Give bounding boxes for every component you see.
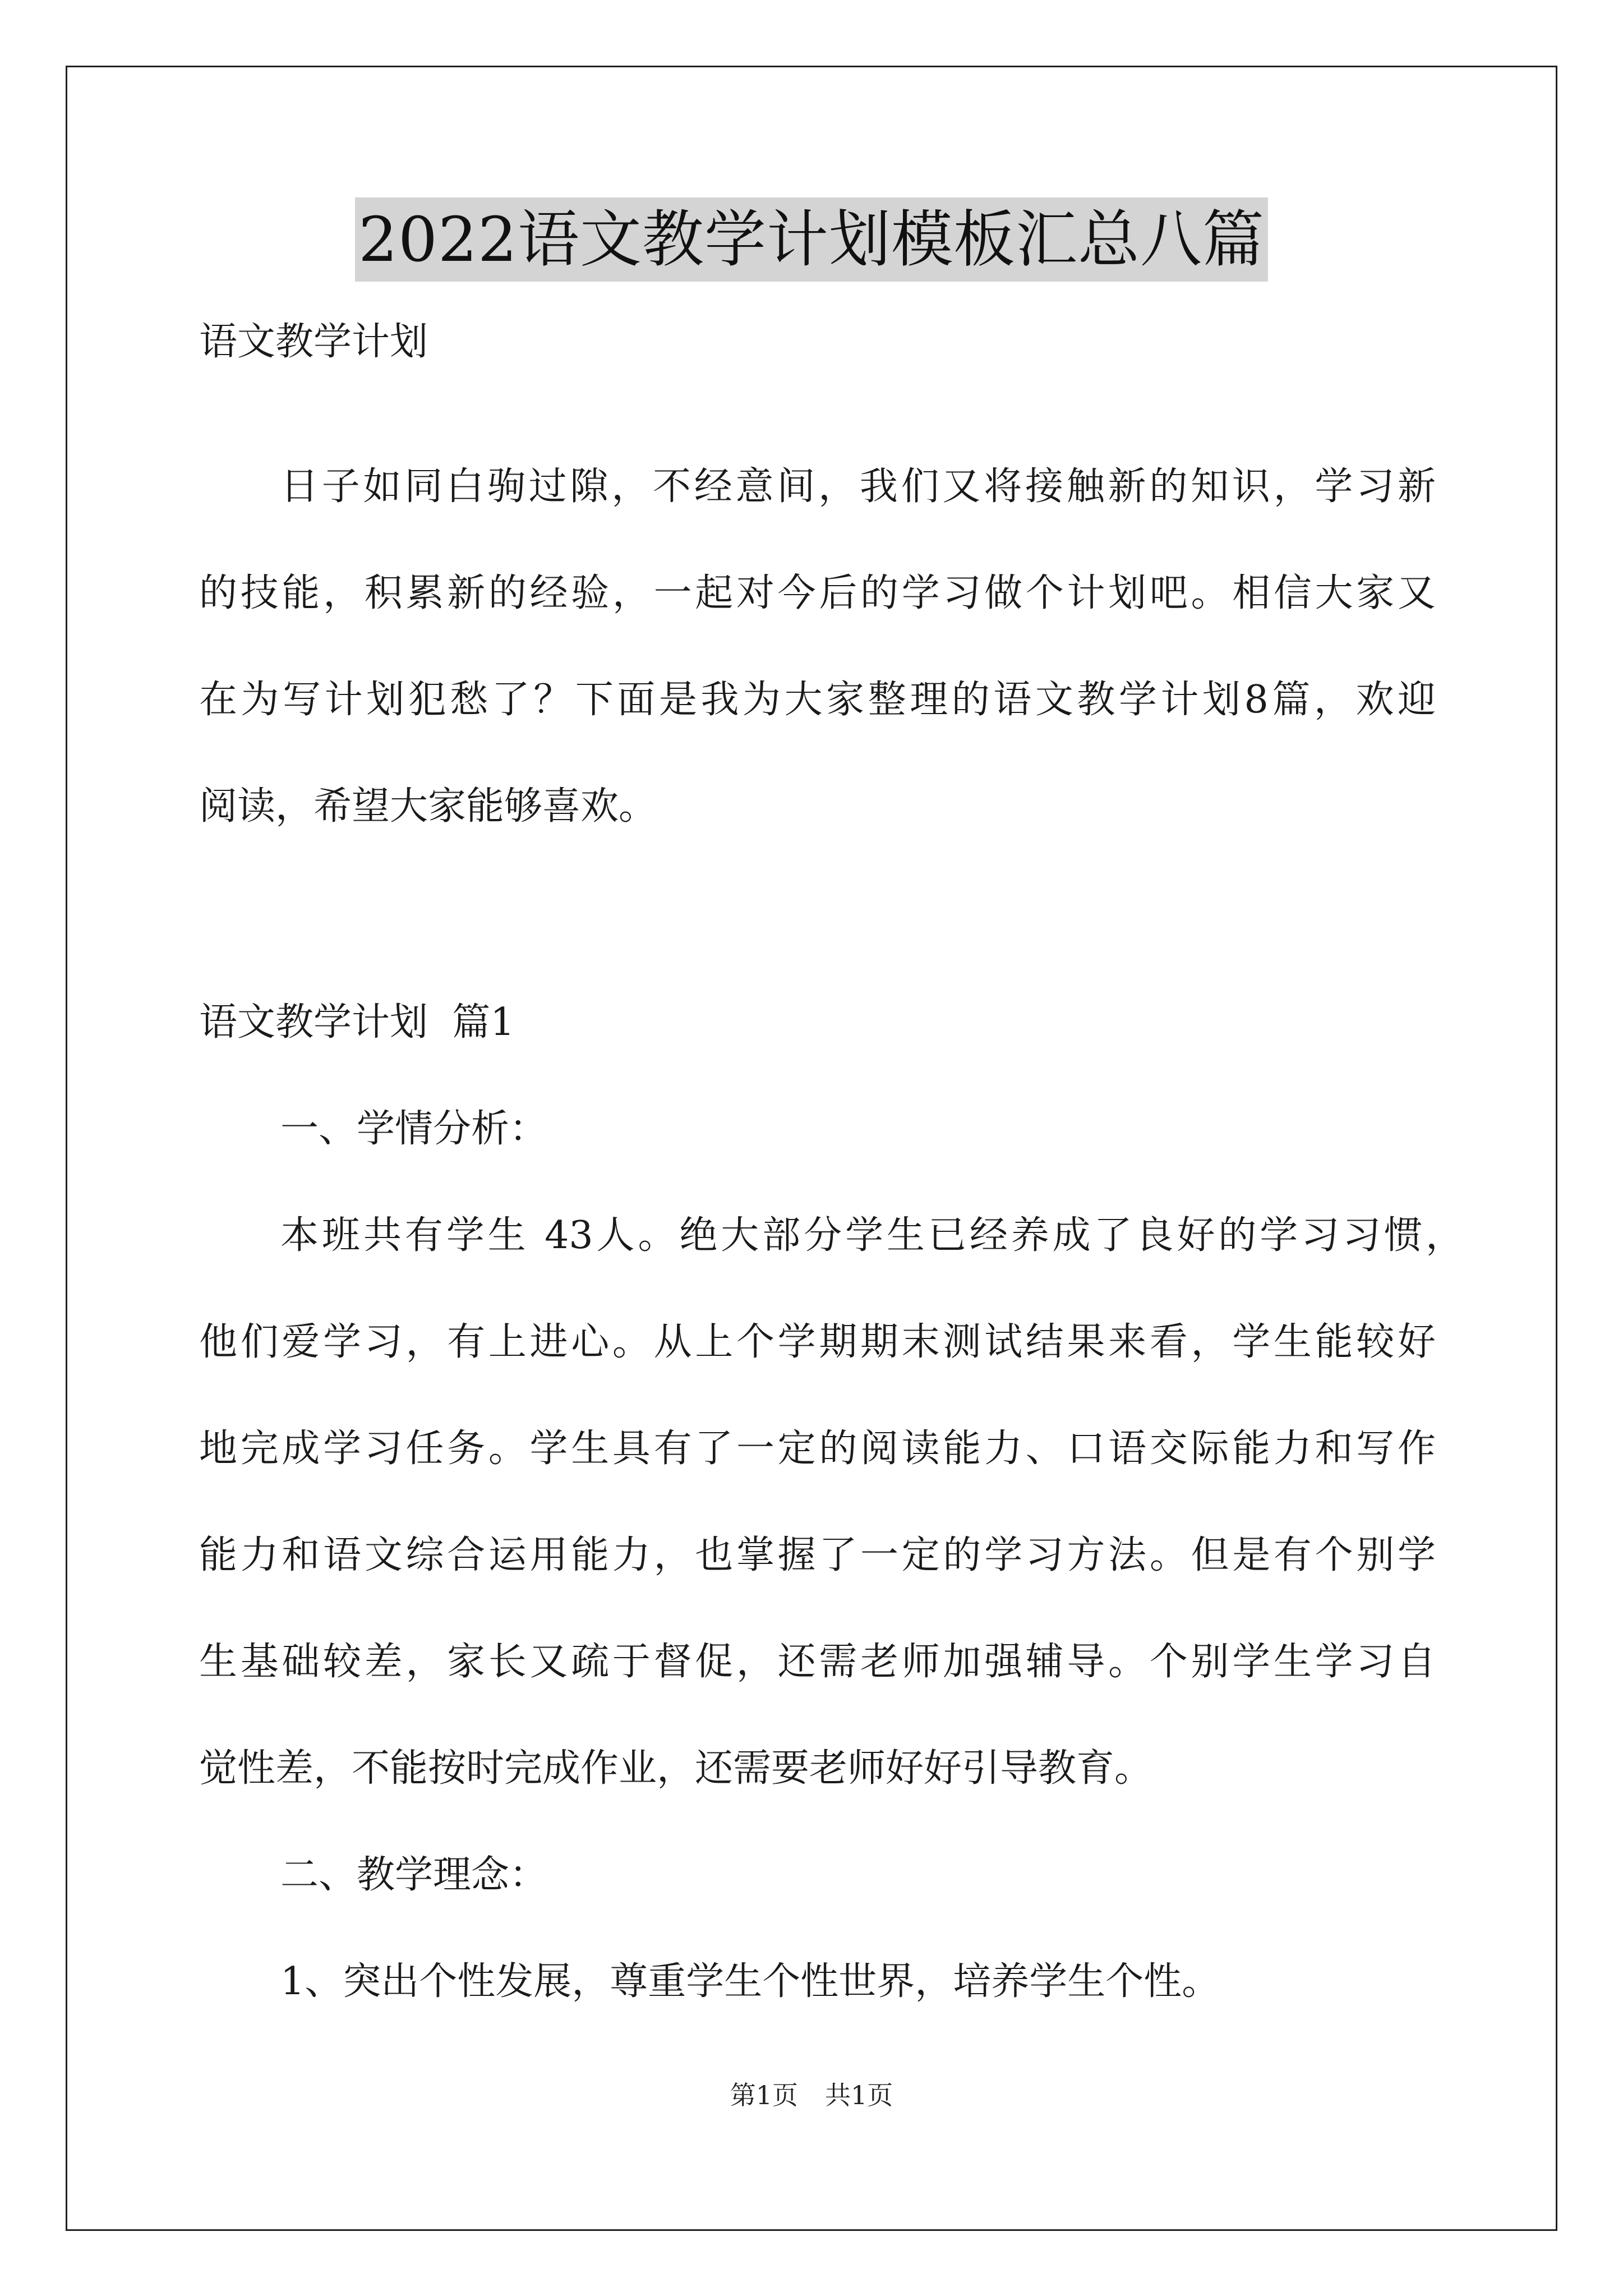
item2-point-1: 1、突出个性发展，尊重学生个性世界，培养学生个性。 bbox=[280, 1959, 1220, 2004]
item2-heading: 二、教学理念： bbox=[280, 1853, 548, 1897]
item1-paragraph-line: 觉性差，不能按时完成作业，还需要老师好好引导教育。 bbox=[199, 1746, 1153, 1791]
item1-paragraph-line: 能力和语文综合运用能力，也掌握了一定的学习方法。但是有个别学 bbox=[199, 1533, 1436, 1577]
intro-paragraph-line: 的技能，积累新的经验，一起对今后的学习做个计划吧。相信大家又 bbox=[199, 571, 1436, 615]
intro-paragraph-line: 阅读，希望大家能够喜欢。 bbox=[199, 784, 657, 829]
item1-paragraph-line: 他们爱学习，有上进心。从上个学期期末测试结果来看，学生能较好 bbox=[199, 1320, 1436, 1364]
item1-heading: 一、学情分析： bbox=[280, 1107, 548, 1151]
page-footer bbox=[0, 2078, 1623, 2112]
intro-heading: 语文教学计划 bbox=[199, 320, 428, 364]
item1-paragraph-line: 地完成学习任务。学生具有了一定的阅读能力、口语交际能力和写作 bbox=[199, 1427, 1436, 1471]
intro-paragraph-line: 日子如同白驹过隙，不经意间，我们又将接触新的知识，学习新 bbox=[280, 464, 1436, 509]
title-container bbox=[0, 197, 1623, 282]
item1-paragraph-line: 生基础较差，家长又疏于督促，还需老师加强辅导。个别学生学习自 bbox=[199, 1640, 1436, 1684]
intro-paragraph-line: 在为写计划犯愁了？下面是我为大家整理的语文教学计划8篇，欢迎 bbox=[199, 678, 1436, 722]
document-title: 2022语文教学计划模板汇总八篇 bbox=[355, 197, 1268, 282]
page-total: 共1页 bbox=[825, 2080, 893, 2110]
page-number: 第1页 bbox=[730, 2080, 798, 2110]
section-heading: 语文教学计划 篇1 bbox=[199, 1000, 515, 1045]
item1-paragraph-line: 本班共有学生 43人。绝大部分学生已经养成了良好的学习习惯， bbox=[280, 1213, 1464, 1258]
